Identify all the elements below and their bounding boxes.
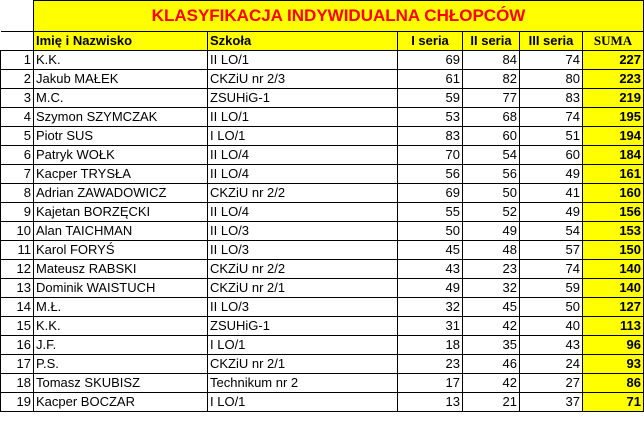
series-3-cell: 49 (520, 165, 583, 184)
series-2-cell: 46 (463, 355, 520, 374)
series-1-cell: 55 (398, 203, 463, 222)
total-cell: 223 (583, 70, 644, 89)
rank-cell: 1 (1, 51, 34, 70)
series-2-cell: 82 (463, 70, 520, 89)
total-cell: 96 (583, 336, 644, 355)
total-cell: 140 (583, 260, 644, 279)
series-2-cell: 54 (463, 146, 520, 165)
name-cell: Patryk WOŁK (34, 146, 208, 165)
school-cell: II LO/4 (208, 203, 398, 222)
series-1-cell: 70 (398, 146, 463, 165)
series-2-cell: 84 (463, 51, 520, 70)
series-1-cell: 50 (398, 222, 463, 241)
rank-cell: 13 (1, 279, 34, 298)
table-row (1, 260, 644, 279)
rank-cell: 14 (1, 298, 34, 317)
school-cell: CKZiU nr 2/2 (208, 184, 398, 203)
table-row (1, 374, 644, 393)
school-cell: II LO/1 (208, 51, 398, 70)
total-cell: 161 (583, 165, 644, 184)
series-2-cell: 56 (463, 165, 520, 184)
table-row (1, 279, 644, 298)
name-cell: Karol FORYŚ (34, 241, 208, 260)
header-series-3: III seria (520, 32, 583, 51)
total-cell: 150 (583, 241, 644, 260)
total-cell: 219 (583, 89, 644, 108)
series-1-cell: 43 (398, 260, 463, 279)
total-cell: 160 (583, 184, 644, 203)
series-2-cell: 49 (463, 222, 520, 241)
series-1-cell: 18 (398, 336, 463, 355)
school-cell: II LO/3 (208, 222, 398, 241)
series-2-cell: 45 (463, 298, 520, 317)
rank-cell: 18 (1, 374, 34, 393)
table-row (1, 393, 644, 412)
rank-cell: 3 (1, 89, 34, 108)
header-total: SUMA (583, 32, 644, 51)
series-3-cell: 54 (520, 222, 583, 241)
series-2-cell: 32 (463, 279, 520, 298)
series-3-cell: 43 (520, 336, 583, 355)
total-cell: 227 (583, 51, 644, 70)
rank-cell: 6 (1, 146, 34, 165)
series-2-cell: 35 (463, 336, 520, 355)
school-cell: CKZiU nr 2/3 (208, 70, 398, 89)
table-row (1, 165, 644, 184)
header-series-2: II seria (463, 32, 520, 51)
name-cell: Kacper BOCZAR (34, 393, 208, 412)
total-cell: 93 (583, 355, 644, 374)
school-cell: CKZiU nr 2/1 (208, 279, 398, 298)
school-cell: ZSUHiG-1 (208, 317, 398, 336)
table-row (1, 336, 644, 355)
school-cell: II LO/1 (208, 108, 398, 127)
table-row (1, 355, 644, 374)
name-cell: Tomasz SKUBISZ (34, 374, 208, 393)
series-1-cell: 53 (398, 108, 463, 127)
name-cell: Szymon SZYMCZAK (34, 108, 208, 127)
table-row (1, 317, 644, 336)
series-1-cell: 45 (398, 241, 463, 260)
table-row (1, 108, 644, 127)
series-3-cell: 80 (520, 70, 583, 89)
series-1-cell: 17 (398, 374, 463, 393)
series-1-cell: 31 (398, 317, 463, 336)
series-3-cell: 60 (520, 146, 583, 165)
rank-cell: 2 (1, 70, 34, 89)
series-2-cell: 23 (463, 260, 520, 279)
name-cell: P.S. (34, 355, 208, 374)
school-cell: II LO/4 (208, 165, 398, 184)
header-school: Szkoła (208, 32, 398, 51)
table-row (1, 184, 644, 203)
series-3-cell: 83 (520, 89, 583, 108)
rank-cell: 17 (1, 355, 34, 374)
series-1-cell: 83 (398, 127, 463, 146)
total-cell: 184 (583, 146, 644, 165)
name-cell: M.C. (34, 89, 208, 108)
name-cell: Mateusz RABSKI (34, 260, 208, 279)
series-2-cell: 48 (463, 241, 520, 260)
series-2-cell: 42 (463, 374, 520, 393)
name-cell: Piotr SUS (34, 127, 208, 146)
total-cell: 127 (583, 298, 644, 317)
series-3-cell: 50 (520, 298, 583, 317)
table-row (1, 70, 644, 89)
series-3-cell: 59 (520, 279, 583, 298)
series-3-cell: 57 (520, 241, 583, 260)
school-cell: I LO/1 (208, 393, 398, 412)
school-cell: II LO/3 (208, 241, 398, 260)
series-1-cell: 32 (398, 298, 463, 317)
total-cell: 156 (583, 203, 644, 222)
table-row (1, 241, 644, 260)
table-row (1, 127, 644, 146)
series-1-cell: 23 (398, 355, 463, 374)
table-row (1, 222, 644, 241)
name-cell: K.K. (34, 317, 208, 336)
school-cell: CKZiU nr 2/1 (208, 355, 398, 374)
series-1-cell: 69 (398, 184, 463, 203)
name-cell: Kajetan BORZĘCKI (34, 203, 208, 222)
series-2-cell: 60 (463, 127, 520, 146)
rank-cell: 7 (1, 165, 34, 184)
series-3-cell: 74 (520, 260, 583, 279)
series-3-cell: 74 (520, 51, 583, 70)
series-3-cell: 49 (520, 203, 583, 222)
total-cell: 86 (583, 374, 644, 393)
series-1-cell: 59 (398, 89, 463, 108)
total-cell: 194 (583, 127, 644, 146)
series-3-cell: 24 (520, 355, 583, 374)
series-2-cell: 68 (463, 108, 520, 127)
header-name: Imię i Nazwisko (34, 32, 208, 51)
rank-cell: 4 (1, 108, 34, 127)
series-1-cell: 61 (398, 70, 463, 89)
series-2-cell: 21 (463, 393, 520, 412)
series-2-cell: 77 (463, 89, 520, 108)
school-cell: II LO/4 (208, 146, 398, 165)
rank-cell: 15 (1, 317, 34, 336)
header-row (1, 32, 644, 51)
rank-cell: 16 (1, 336, 34, 355)
series-3-cell: 41 (520, 184, 583, 203)
series-2-cell: 52 (463, 203, 520, 222)
series-2-cell: 42 (463, 317, 520, 336)
series-3-cell: 27 (520, 374, 583, 393)
table-row (1, 89, 644, 108)
series-1-cell: 56 (398, 165, 463, 184)
series-2-cell: 50 (463, 184, 520, 203)
rank-cell: 19 (1, 393, 34, 412)
series-3-cell: 74 (520, 108, 583, 127)
series-3-cell: 51 (520, 127, 583, 146)
rank-cell: 12 (1, 260, 34, 279)
name-cell: Adrian ZAWADOWICZ (34, 184, 208, 203)
sheet-title: KLASYFIKACJA INDYWIDUALNA CHŁOPCÓW (34, 1, 644, 32)
school-cell: II LO/3 (208, 298, 398, 317)
total-cell: 195 (583, 108, 644, 127)
table-row (1, 146, 644, 165)
rank-cell: 5 (1, 127, 34, 146)
school-cell: Technikum nr 2 (208, 374, 398, 393)
corner-cell (1, 1, 34, 32)
series-1-cell: 49 (398, 279, 463, 298)
name-cell: K.K. (34, 51, 208, 70)
title-row (1, 1, 644, 32)
series-3-cell: 37 (520, 393, 583, 412)
table-row (1, 51, 644, 70)
series-1-cell: 13 (398, 393, 463, 412)
name-cell: Jakub MAŁEK (34, 70, 208, 89)
rank-cell: 9 (1, 203, 34, 222)
name-cell: Dominik WAISTUCH (34, 279, 208, 298)
total-cell: 153 (583, 222, 644, 241)
name-cell: Alan TAICHMAN (34, 222, 208, 241)
school-cell: ZSUHiG-1 (208, 89, 398, 108)
rank-cell: 11 (1, 241, 34, 260)
header-corner-cell (1, 32, 34, 51)
school-cell: I LO/1 (208, 127, 398, 146)
school-cell: I LO/1 (208, 336, 398, 355)
table-row (1, 298, 644, 317)
name-cell: Kacper TRYSŁA (34, 165, 208, 184)
header-series-1: I seria (398, 32, 463, 51)
rank-cell: 10 (1, 222, 34, 241)
name-cell: M.Ł. (34, 298, 208, 317)
table-row (1, 203, 644, 222)
total-cell: 113 (583, 317, 644, 336)
rank-cell: 8 (1, 184, 34, 203)
school-cell: CKZiU nr 2/2 (208, 260, 398, 279)
series-1-cell: 69 (398, 51, 463, 70)
total-cell: 71 (583, 393, 644, 412)
series-3-cell: 40 (520, 317, 583, 336)
total-cell: 140 (583, 279, 644, 298)
name-cell: J.F. (34, 336, 208, 355)
